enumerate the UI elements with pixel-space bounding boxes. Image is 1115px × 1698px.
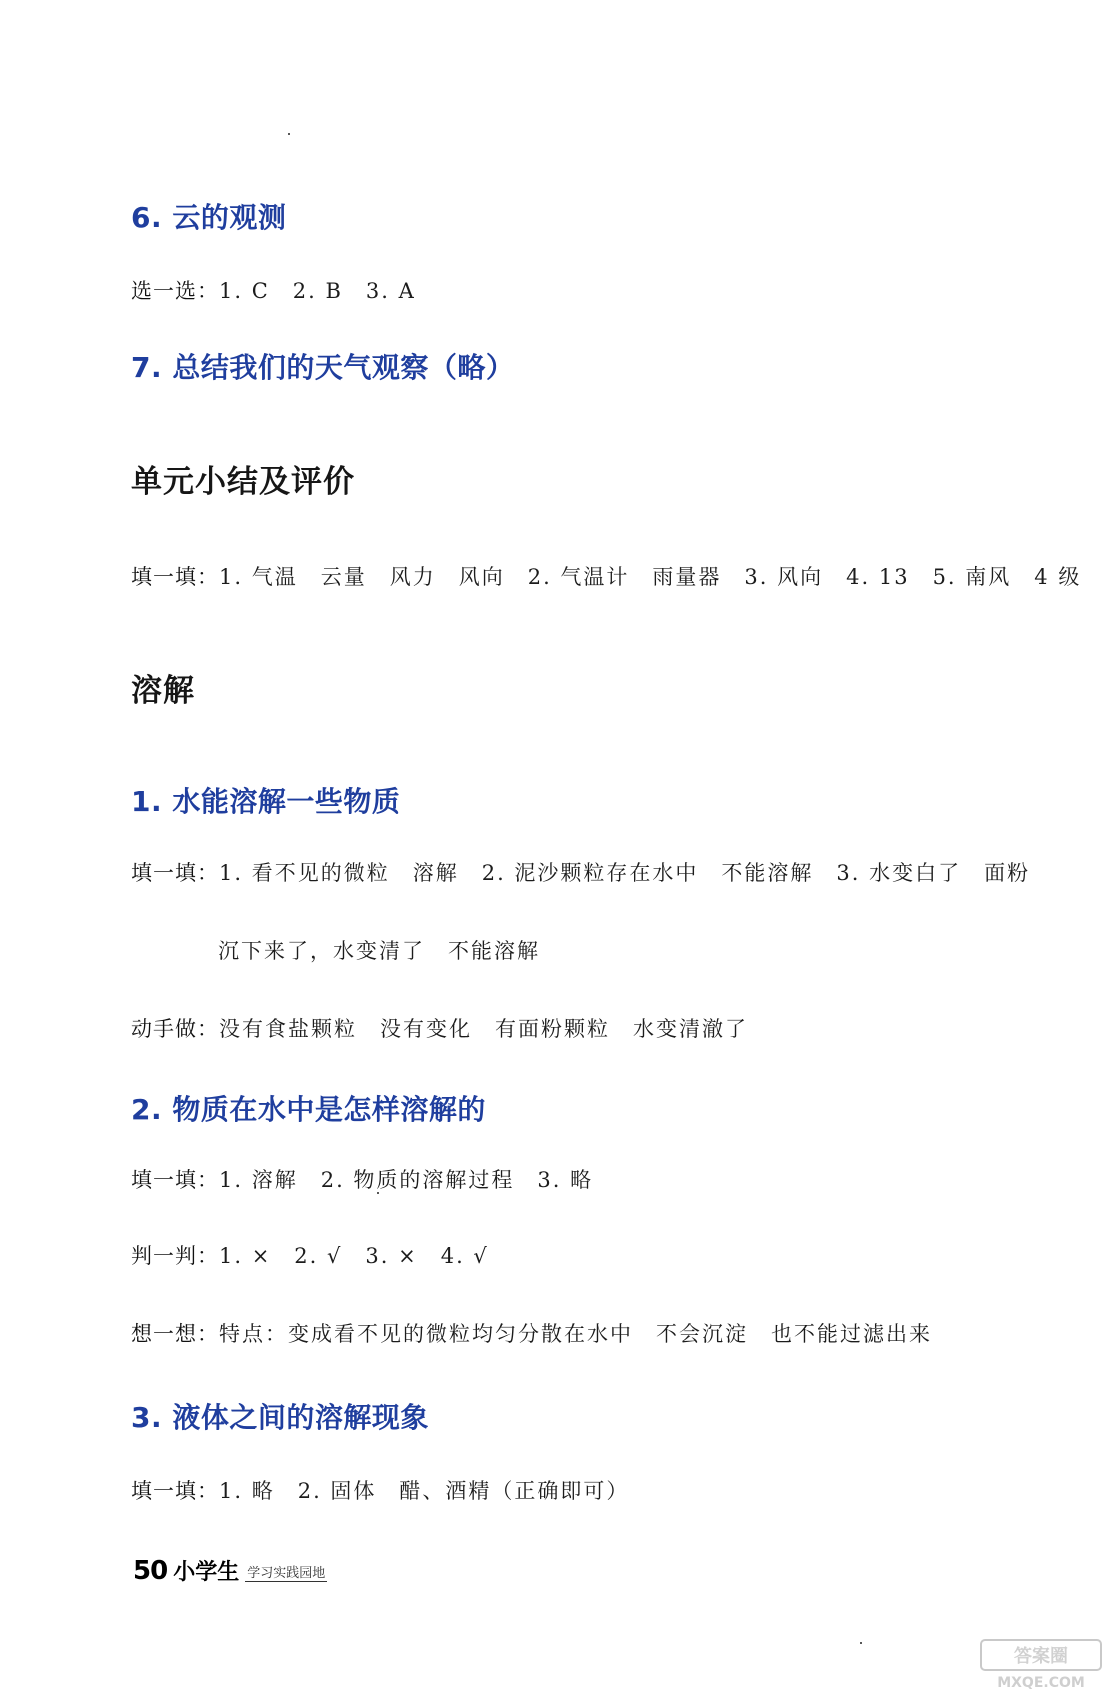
unit-heading-dissolving: 溶解: [131, 673, 195, 709]
answer-text: 1. 略 2. 固体 醋、酒精（正确即可）: [219, 1479, 630, 1503]
answer-line-fill-weather: [131, 561, 1081, 591]
section-heading-weather-summary: 7. 总结我们的天气观察（略）: [131, 351, 515, 384]
page-number: 50: [133, 1556, 168, 1586]
answer-line-hands-on: [131, 1013, 748, 1043]
answer-line-fill-water: [131, 857, 1030, 887]
answer-text: 没有食盐颗粒 没有变化 有面粉颗粒 水变清澈了: [219, 1017, 748, 1041]
answer-label: 填一填：: [131, 565, 219, 589]
answer-text: 特点：变成看不见的微粒均匀分散在水中 不会沉淀 也不能过滤出来: [219, 1322, 932, 1346]
answer-label: 想一想：: [131, 1322, 219, 1346]
scan-speck: [377, 1192, 379, 1194]
answer-text: 1. 溶解 2. 物质的溶解过程 3. 略: [219, 1168, 594, 1192]
answer-line-judge: [131, 1240, 489, 1270]
section-heading-liquid-dissolution: 3. 液体之间的溶解现象: [131, 1401, 429, 1434]
scan-speck: [860, 1642, 862, 1644]
unit-heading-summary: 单元小结及评价: [131, 464, 355, 500]
footer-brand: 小学生: [173, 1560, 240, 1585]
watermark-logo: [977, 1636, 1105, 1692]
section-heading-how-substances-dissolve: 2. 物质在水中是怎样溶解的: [131, 1093, 486, 1126]
answer-line-choose: [131, 275, 416, 305]
answer-text: 沉下来了，水变清了 不能溶解: [218, 939, 540, 963]
watermark-logo-text: 答案圈: [1014, 1646, 1068, 1667]
footer-brand-subtitle: 学习实践园地: [247, 1566, 326, 1581]
answer-label: 动手做：: [131, 1017, 219, 1041]
watermark-url-text: MXQE.COM: [997, 1675, 1085, 1691]
answer-label: 判一判：: [131, 1244, 219, 1268]
section-heading-cloud-observation: 6. 云的观测: [131, 201, 287, 234]
answer-label: 填一填：: [131, 861, 219, 885]
scan-speck: [288, 133, 290, 135]
answer-label: 填一填：: [131, 1168, 219, 1192]
answer-text: 1. 看不见的微粒 溶解 2. 泥沙颗粒存在水中 不能溶解 3. 水变白了 面粉: [219, 861, 1031, 885]
section-heading-water-dissolves: 1. 水能溶解一些物质: [131, 785, 401, 818]
answer-label: 选一选：: [131, 279, 219, 303]
page-footer: [133, 1550, 327, 1584]
answer-text: 1. 气温 云量 风力 风向 2. 气温计 雨量器 3. 风向 4. 13 5. 南风 4 级: [219, 565, 1082, 589]
answer-line-fill-process: [131, 1164, 593, 1194]
answer-line-continuation: [218, 935, 540, 965]
answer-line-think: [131, 1318, 932, 1348]
answer-text: 1. × 2. √ 3. × 4. √: [219, 1244, 489, 1268]
answer-line-fill-liquid: [131, 1475, 629, 1505]
answer-label: 填一填：: [131, 1479, 219, 1503]
answer-text: 1. C 2. B 3. A: [219, 279, 416, 303]
